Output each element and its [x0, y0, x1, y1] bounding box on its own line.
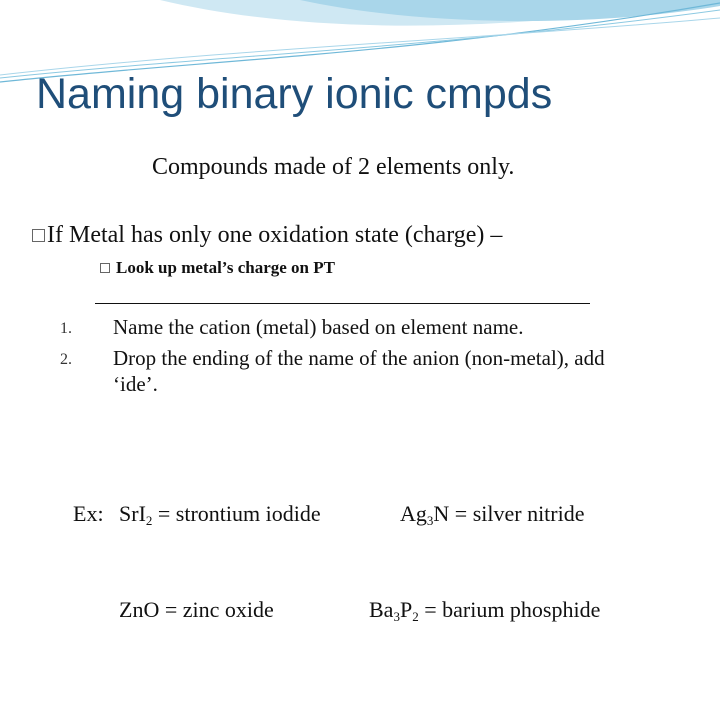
example-formula: ZnO = zinc oxide [119, 597, 274, 622]
sub-bullet [100, 258, 335, 278]
step-text: Name the cation (metal) based on element name. [113, 315, 524, 339]
step-text: Drop the ending of the name of the anion (non-metal), add ‘ide’. [113, 346, 605, 396]
examples-block [73, 434, 601, 658]
step-number: 1. [60, 320, 72, 337]
slide-title: Naming binary ionic cmpds [36, 70, 553, 118]
example-row [73, 498, 585, 530]
example-formula: $Ag_3N$ = silver nitride [400, 501, 585, 528]
slide-subtitle: Compounds made of 2 elements only. [152, 154, 515, 180]
example-row [73, 594, 601, 626]
examples-label: Ex: [73, 501, 104, 526]
main-bullet-text: If Metal has only one oxidation state (charge) – [47, 222, 503, 248]
main-bullet [32, 222, 502, 249]
example-formula: SrI$_2$ = strontium iodide [119, 501, 321, 528]
sub-bullet-text: Look up metal’s charge on PT [116, 258, 335, 277]
steps-list [60, 314, 680, 397]
list-item [60, 345, 680, 397]
step-number: 2. [60, 351, 72, 368]
bullet-box-icon [100, 263, 110, 273]
list-item [60, 314, 680, 340]
bullet-box-icon [32, 229, 45, 242]
example-formula: $Ba_3P_2$ = barium phosphide [369, 597, 601, 624]
fill-in-blank-line [95, 303, 590, 304]
